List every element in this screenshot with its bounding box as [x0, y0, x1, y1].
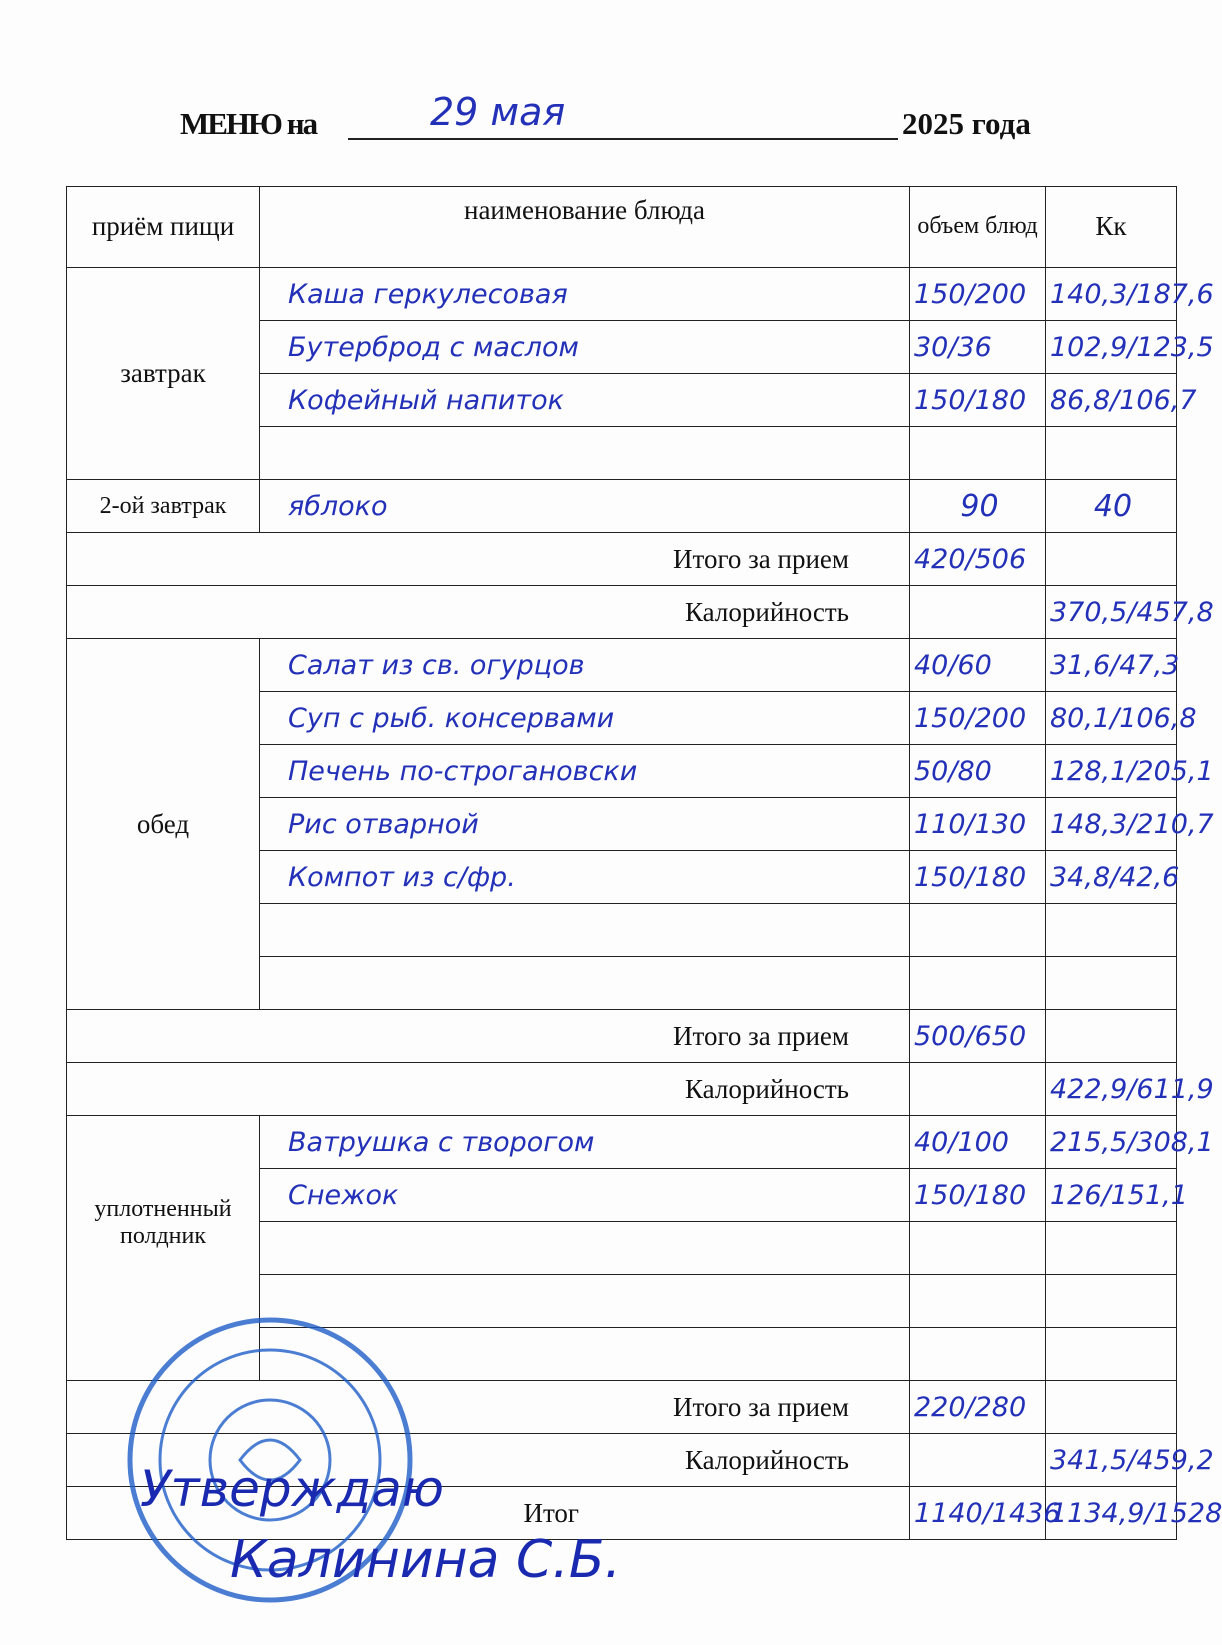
approval-signature [60, 1460, 760, 1620]
header-volume: объем блюд [910, 187, 1046, 268]
grand-total-label: Итог [67, 1487, 910, 1540]
breakfast-cal-kcal: 370,5/457,8 [1046, 586, 1177, 639]
header-kcal: Кк [1046, 187, 1177, 268]
dish-kcal: 86,8/106,7 [1046, 374, 1177, 427]
dish-name: Компот из с/фр. [260, 851, 910, 904]
snack-cal-kcal: 341,5/459,2 [1046, 1434, 1177, 1487]
dish-volume: 150/200 [910, 692, 1046, 745]
dish-name: Кофейный напиток [260, 374, 910, 427]
snack-cal-label: Калорийность [67, 1434, 910, 1487]
approved-text: Утверждаю [140, 1460, 444, 1518]
breakfast-cal-label: Калорийность [67, 586, 910, 639]
dish-name: Суп с рыб. консервами [260, 692, 910, 745]
dish-volume: 150/180 [910, 1169, 1046, 1222]
header-meal: приём пищи [67, 187, 260, 268]
dish-volume: 150/200 [910, 268, 1046, 321]
dish-kcal: 34,8/42,6 [1046, 851, 1177, 904]
dish-kcal: 128,1/205,1 [1046, 745, 1177, 798]
meal-second-breakfast: 2-ой завтрак [67, 480, 260, 533]
header-dish: наименование блюда [260, 187, 910, 268]
dish-name: Печень по-строгановски [260, 745, 910, 798]
dish-volume: 150/180 [910, 851, 1046, 904]
dish-name: Каша геркулесовая [260, 268, 910, 321]
breakfast-total-label: Итого за прием [67, 533, 910, 586]
dish-name: Рис отварной [260, 798, 910, 851]
meal-breakfast: завтрак [67, 268, 260, 480]
summary-row [67, 586, 1177, 639]
dish-volume: 150/180 [910, 374, 1046, 427]
table-row [67, 268, 1177, 321]
dish-kcal: 80,1/106,8 [1046, 692, 1177, 745]
menu-title-prefix: МЕНЮ на [180, 106, 317, 141]
meal-lunch: обед [67, 639, 260, 1010]
snack-total-label: Итого за прием [67, 1381, 910, 1434]
grand-total-kcal: 1134,9/1528 [1046, 1487, 1177, 1540]
grand-total-volume: 1140/1436 [910, 1487, 1046, 1540]
dish-name: Снежок [260, 1169, 910, 1222]
dish-name: Бутерброд с маслом [260, 321, 910, 374]
table-header [67, 187, 1177, 268]
signer-name: Калинина С.Б. [230, 1530, 622, 1590]
dish-volume: 30/36 [910, 321, 1046, 374]
dish-volume: 40/100 [910, 1116, 1046, 1169]
date-underline [348, 138, 898, 140]
menu-date: 29 мая [430, 90, 566, 134]
table-row [67, 480, 1177, 533]
dish-kcal: 31,6/47,3 [1046, 639, 1177, 692]
breakfast-total-volume: 420/506 [910, 533, 1046, 586]
lunch-cal-label: Калорийность [67, 1063, 910, 1116]
dish-volume: 50/80 [910, 745, 1046, 798]
meal-snack: уплотненный полдник [67, 1116, 260, 1381]
dish-name: Салат из св. огурцов [260, 639, 910, 692]
table-row [67, 639, 1177, 692]
dish-kcal: 140,3/187,6 [1046, 268, 1177, 321]
lunch-total-volume: 500/650 [910, 1010, 1046, 1063]
dish-volume: 40/60 [910, 639, 1046, 692]
table-row [67, 1116, 1177, 1169]
dish-kcal: 102,9/123,5 [1046, 321, 1177, 374]
menu-year: 2025 года [902, 106, 1031, 141]
dish-kcal: 126/151,1 [1046, 1169, 1177, 1222]
dish-volume: 110/130 [910, 798, 1046, 851]
summary-row [67, 1010, 1177, 1063]
dish-kcal: 40 [1046, 480, 1177, 533]
dish-kcal: 148,3/210,7 [1046, 798, 1177, 851]
summary-row [67, 533, 1177, 586]
dish-kcal: 215,5/308,1 [1046, 1116, 1177, 1169]
snack-total-volume: 220/280 [910, 1381, 1046, 1434]
dish-name: яблоко [260, 480, 910, 533]
dish-name: Ватрушка с творогом [260, 1116, 910, 1169]
menu-title [180, 90, 1080, 146]
dish-volume: 90 [910, 480, 1046, 533]
summary-row [67, 1063, 1177, 1116]
lunch-cal-kcal: 422,9/611,9 [1046, 1063, 1177, 1116]
lunch-total-label: Итого за прием [67, 1010, 910, 1063]
